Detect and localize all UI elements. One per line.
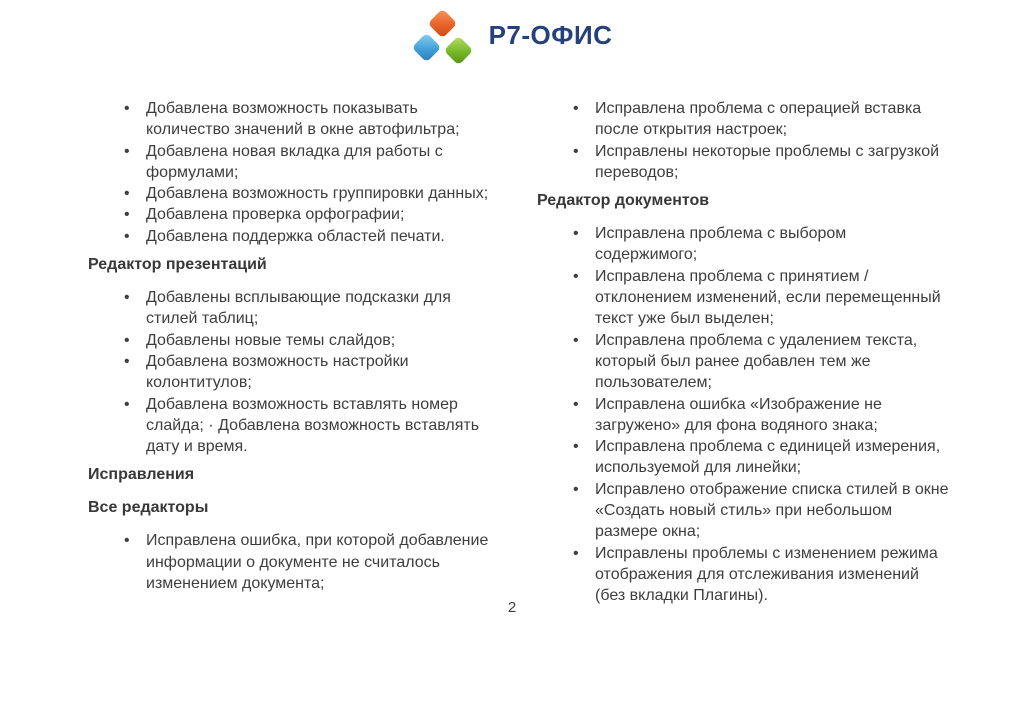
r7-office-logo (0, 4, 1024, 70)
two-column-content (88, 98, 951, 607)
list-item: • Добавлены новые темы слайдов; (88, 330, 502, 351)
list-item: • Исправлена проблема с выбором содержимого; (537, 223, 951, 266)
r7-office-diamonds-icon (412, 7, 476, 67)
bullet-list (537, 98, 951, 183)
list-item: • Добавлена новая вкладка для работы с формулами; (88, 141, 502, 184)
list-item: • Исправлена проблема с удалением текста, который был ранее добавлен тем же пользователем; (537, 330, 951, 394)
list-item: • Исправлена ошибка, при которой добавление информации о документе не считалось изменением документа; (88, 530, 502, 594)
logo-text: Р7-ОФИС (488, 20, 613, 50)
list-item: • Исправлены некоторые проблемы с загрузкой переводов; (537, 141, 951, 184)
bullet-list (88, 98, 502, 247)
list-item: • Исправлены проблемы с изменением режима отображения для отслеживания изменений (без вкладки Плагины). (537, 543, 951, 607)
column-left (88, 98, 502, 607)
section-heading: Исправления (88, 466, 195, 484)
list-item: • Исправлена ошибка «Изображение не загружено» для фона водяного знака; (537, 394, 951, 437)
column-right (537, 98, 951, 607)
list-item: • Добавлена возможность группировки данных; (88, 183, 502, 204)
list-item: • Добавлены всплывающие подсказки для стилей таблиц; (88, 287, 502, 330)
logo-diamond-orange-icon (427, 9, 457, 39)
page-number: 2 (507, 599, 517, 616)
bullet-list (88, 287, 502, 457)
bullet-list (88, 530, 502, 594)
list-item: • Добавлена поддержка областей печати. (88, 226, 502, 247)
list-item: • Исправлена проблема с единицей измерения, используемой для линейки; (537, 436, 951, 479)
list-item: • Исправлено отображение списка стилей в окне «Создать новый стиль» при небольшом размере окна; (537, 479, 951, 543)
bullet-list (537, 223, 951, 606)
section-heading: Все редакторы (88, 499, 209, 517)
list-item: • Добавлена возможность показывать количество значений в окне автофильтра; (88, 98, 502, 141)
logo-diamond-green-icon (443, 36, 473, 66)
list-item: • Добавлена возможность вставлять номер слайда; · Добавлена возможность вставлять дату и время. (88, 394, 502, 458)
list-item: • Добавлена проверка орфографии; (88, 204, 502, 225)
section-heading: Редактор презентаций (88, 256, 267, 274)
list-item: • Исправлена проблема с принятием / отклонением изменений, если перемещенный текст уже был выделен; (537, 266, 951, 330)
section-heading: Редактор документов (537, 192, 710, 210)
list-item: • Добавлена возможность настройки колонтитулов; (88, 351, 502, 394)
logo-diamond-blue-icon (411, 33, 441, 63)
list-item: • Исправлена проблема с операцией вставка после открытия настроек; (537, 98, 951, 141)
